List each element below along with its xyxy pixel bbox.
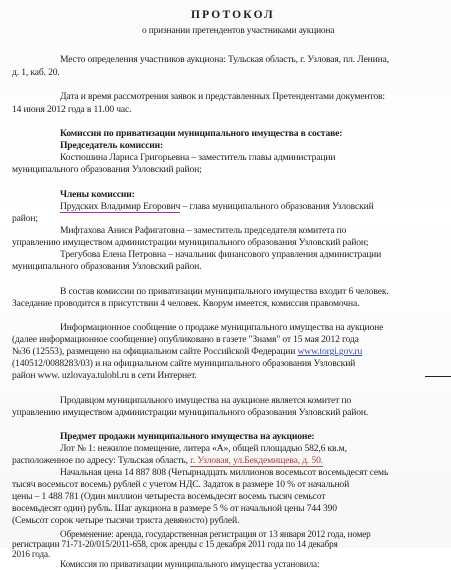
members-heading: Члены комиссии:: [60, 189, 135, 200]
text-line: тысяч восемьсот восемь) рублей с учетом НДС. Задаток в размере 10 % от начальной: [12, 479, 350, 490]
text-line: (Семьсот сорок четыре тысячи триста девяносто) рублей.: [12, 515, 240, 526]
text-segment: №36 (12553), размещено на официальном сайте Российской Федерации: [12, 346, 296, 357]
text-line: Дата и время рассмотрения заявок и представленных Претендентами документов:: [60, 91, 385, 102]
text-line: [12, 455, 323, 466]
text-line: Обременение: аренда, государственная регистрация от 13 января 2012 года, номер: [60, 529, 371, 539]
text-line: [12, 346, 362, 357]
text-line: район www. uzlovaya.tulobl.ru в сети Интернет.: [12, 370, 197, 381]
text-line: Информационное сообщение о продаже муниципального имущества на аукционе: [60, 322, 384, 333]
text-line: 14 июня 2012 года в 11.00 час.: [12, 104, 132, 115]
text-line: регистрации 71-71-20/015/2011-658, срок аренды с 15 декабря 2011 года по 14 декабря: [12, 539, 338, 549]
text-line: Начальная цена 14 887 808 (Четырнадцать миллионов восемьсот восемьдесят семь: [60, 467, 389, 478]
text-line: (140512/0088283/03) и на официальном сайте муниципального образования Узловский: [12, 358, 356, 369]
text-line: 2016 года.: [12, 549, 51, 559]
text-line: В состав комиссии по приватизации муниципального имущества входит 6 человек.: [60, 286, 389, 297]
text-line: (далее информационное сообщение) опубликовано в газете "Знамя" от 15 мая 2012 года: [12, 334, 359, 345]
torgi-link: www.torgi.gov.ru: [297, 346, 363, 357]
text-line: цены – 1 488 781 (Один миллион четыреста восемьдесят восемь тысяч семьсот: [12, 491, 326, 502]
highlighted-address: г. Узловая, ул.Бекдемищева, д. 50.: [190, 455, 323, 466]
highlighted-name: Прудских Владимир Егорович: [60, 201, 181, 212]
text-line: Лот № 1: нежилое помещение, литера «А», общей площадью 582,6 кв.м,: [60, 443, 347, 454]
text-line: Комиссия по приватизации муниципального имущества установила:: [60, 559, 320, 569]
text-line: муниципального образования Узловский район;: [12, 164, 202, 175]
text-line: Мифтахова Анися Рафигатовна – заместитель председателя комитета по: [60, 225, 347, 236]
document-title: ПРОТОКОЛ: [191, 9, 275, 21]
text-line: район;: [12, 213, 38, 224]
text-line: д. 1, каб. 20.: [12, 67, 60, 78]
section-heading: Комиссия по приватизации муниципального имущества в составе:: [60, 128, 343, 139]
text-line: Костюшина Лариса Григорьевна – заместитель главы администрации: [60, 152, 336, 163]
document-subtitle: о признании претендентов участниками аукциона: [142, 26, 335, 36]
section-heading: Предмет продажи муниципального имущества на аукционе:: [60, 431, 315, 442]
text-line: Продавцом муниципального имущества на аукционе является комитет по: [60, 395, 351, 406]
text-line: управлению имуществом администрации муниципального образования Узловский район.: [12, 407, 369, 418]
scan-edge-mark: [425, 376, 451, 377]
chair-heading: Председатель комиссии:: [60, 140, 164, 151]
member-role: – глава муниципального образования Узловский: [180, 201, 374, 212]
text-line: Заседание проводится в присутствии 4 человек. Кворум имеется, комиссия правомочна.: [12, 298, 360, 309]
text-line: Трегубова Елена Петровна – начальник финансового управления администрации: [60, 249, 382, 260]
text-line: муниципального образования Узловский район.: [12, 261, 202, 272]
text-line: управлению имуществом администрации муниципального образования Узловский район;: [12, 237, 369, 248]
text-line: Место определения участников аукциона: Тульская область, г. Узловая, пл. Ленина,: [60, 54, 389, 65]
text-line: [60, 201, 374, 212]
text-segment: расположенное по адресу: Тульская область,: [12, 455, 188, 466]
text-line: восемьдесят один) рубль. Шаг аукциона в размере 5 % от начальной цены 744 390: [12, 503, 337, 514]
